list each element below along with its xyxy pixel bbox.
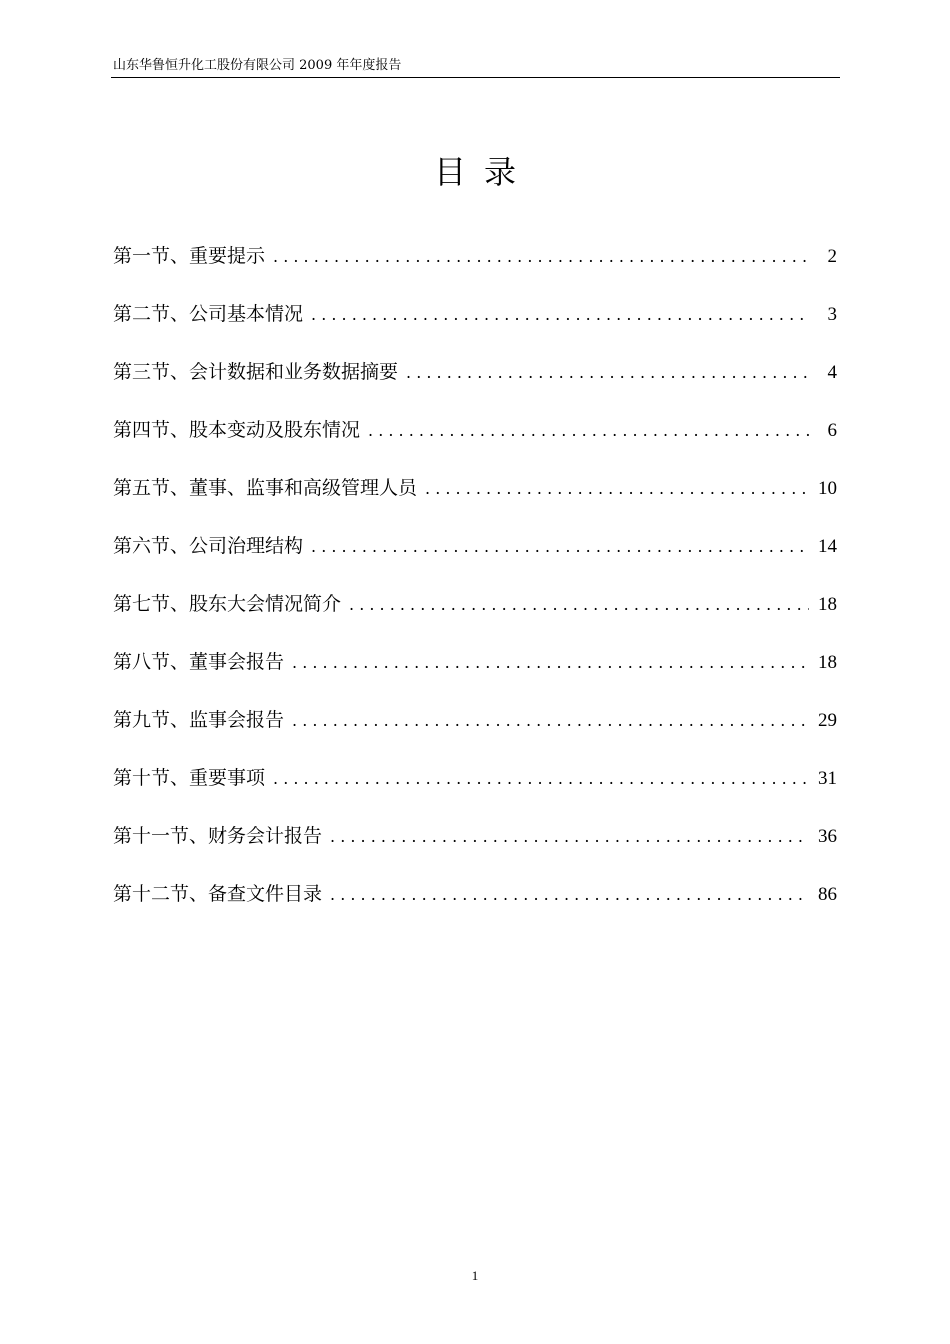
toc-dot-leader bbox=[273, 238, 809, 276]
toc-entry-label: 第九节、监事会报告 bbox=[113, 709, 285, 731]
toc-entry-page: 4 bbox=[827, 362, 837, 383]
toc-entry[interactable] bbox=[113, 817, 837, 875]
toc-dot-leader bbox=[425, 470, 809, 508]
toc-entry[interactable] bbox=[113, 353, 837, 411]
toc-dot-leader bbox=[330, 876, 809, 914]
toc-dot-leader bbox=[292, 702, 809, 740]
toc-entry[interactable] bbox=[113, 585, 837, 643]
page-number: 1 bbox=[471, 1268, 479, 1283]
toc-entry[interactable] bbox=[113, 469, 837, 527]
toc-list bbox=[113, 237, 837, 933]
toc-entry-page: 18 bbox=[818, 594, 837, 615]
toc-entry-page: 86 bbox=[818, 884, 837, 905]
toc-entry[interactable] bbox=[113, 701, 837, 759]
toc-entry-page: 2 bbox=[827, 246, 837, 267]
toc-entry[interactable] bbox=[113, 643, 837, 701]
toc-entry-label: 第三节、会计数据和业务数据摘要 bbox=[113, 361, 399, 383]
running-header: 山东华鲁恒升化工股份有限公司 2009 年年度报告 bbox=[113, 58, 402, 73]
toc-entry[interactable] bbox=[113, 759, 837, 817]
toc-entry-label: 第五节、董事、监事和高级管理人员 bbox=[113, 477, 418, 499]
toc-dot-leader bbox=[273, 760, 809, 798]
toc-entry[interactable] bbox=[113, 237, 837, 295]
toc-entry-page: 10 bbox=[818, 478, 837, 499]
toc-entry-page: 29 bbox=[818, 710, 837, 731]
toc-dot-leader bbox=[311, 528, 809, 566]
header-rule bbox=[111, 77, 840, 78]
toc-dot-leader bbox=[292, 644, 809, 682]
toc-entry-page: 18 bbox=[818, 652, 837, 673]
toc-dot-leader bbox=[368, 412, 809, 450]
toc-entry[interactable] bbox=[113, 875, 837, 933]
toc-entry-page: 6 bbox=[827, 420, 837, 441]
toc-dot-leader bbox=[406, 354, 809, 392]
toc-entry-page: 3 bbox=[827, 304, 837, 325]
toc-entry[interactable] bbox=[113, 411, 837, 469]
toc-dot-leader bbox=[330, 818, 809, 856]
toc-entry-label: 第四节、股本变动及股东情况 bbox=[113, 419, 361, 441]
toc-entry-label: 第二节、公司基本情况 bbox=[113, 303, 304, 325]
toc-entry-page: 36 bbox=[818, 826, 837, 847]
toc-entry-label: 第六节、公司治理结构 bbox=[113, 535, 304, 557]
toc-entry-page: 31 bbox=[818, 768, 837, 789]
toc-entry-page: 14 bbox=[818, 536, 837, 557]
toc-entry-label: 第八节、董事会报告 bbox=[113, 651, 285, 673]
toc-entry[interactable] bbox=[113, 295, 837, 353]
toc-title: 目录 bbox=[433, 153, 534, 191]
toc-entry[interactable] bbox=[113, 527, 837, 585]
toc-entry-label: 第十一节、财务会计报告 bbox=[113, 825, 323, 847]
toc-dot-leader bbox=[349, 586, 809, 624]
toc-entry-label: 第十二节、备查文件目录 bbox=[113, 883, 323, 905]
toc-entry-label: 第十节、重要事项 bbox=[113, 767, 266, 789]
toc-entry-label: 第一节、重要提示 bbox=[113, 245, 266, 267]
toc-dot-leader bbox=[311, 296, 809, 334]
toc-entry-label: 第七节、股东大会情况简介 bbox=[113, 593, 342, 615]
